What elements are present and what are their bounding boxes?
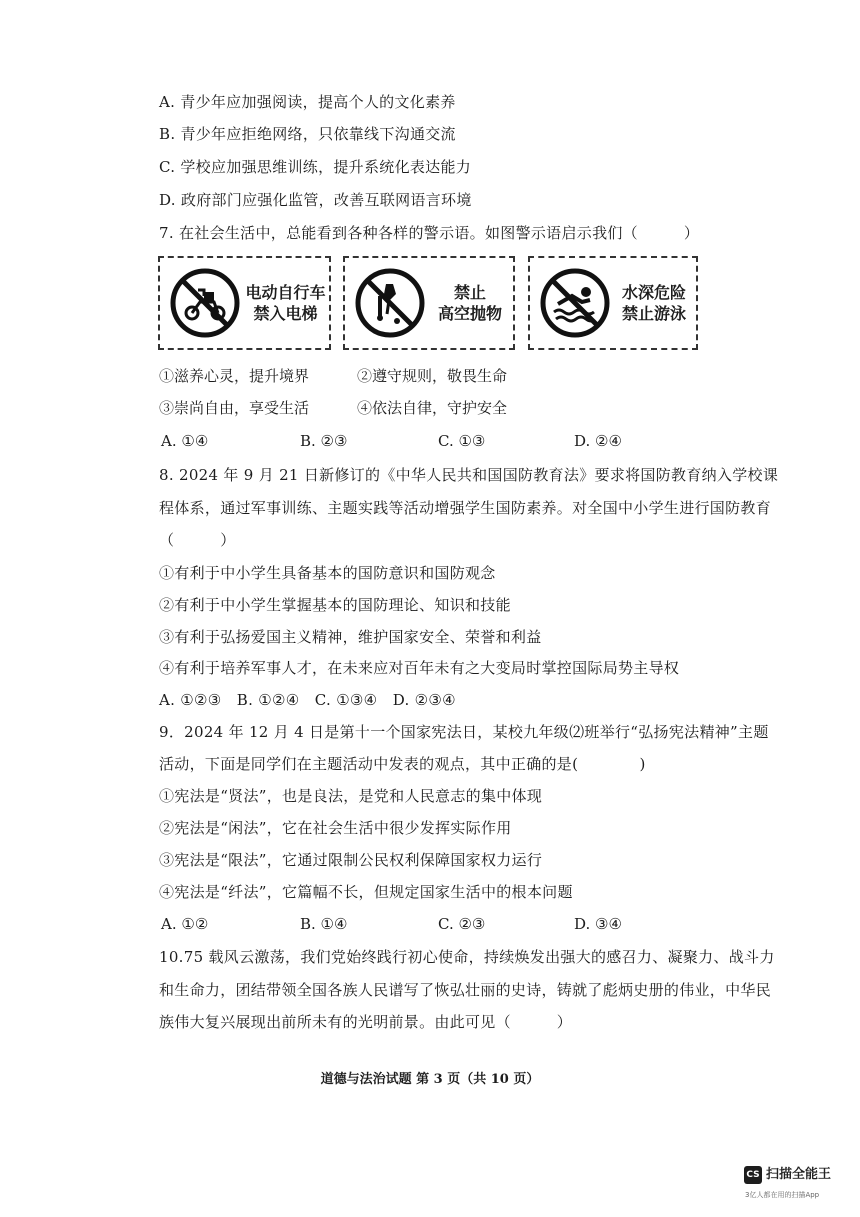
q7-statement-4: ④依法自律，守护安全: [357, 399, 508, 417]
sign-no-swimming-line1: 水深危险: [621, 283, 686, 302]
question-8-stem-line1: 8. 2024 年 9 月 21 日新修订的《中华人民共和国国防教育法》要求将国防教育纳入学校课: [159, 466, 779, 484]
q9-statement-1: ①宪法是“贤法”，也是良法，是党和人民意志的集中体现: [159, 787, 543, 805]
no-swimming-icon: [538, 266, 612, 340]
no-ebike-icon: [168, 266, 242, 340]
q7-option-c: C. ①③: [438, 432, 486, 450]
q7-option-a: A. ①④: [161, 432, 209, 450]
sign-no-ebike-line2: 禁入电梯: [253, 304, 318, 323]
sign-no-throwing: [343, 256, 515, 350]
q7-statement-3: ③崇尚自由，享受生活: [159, 399, 310, 417]
question-9-stem-line2: 活动，下面是同学们在主题活动中发表的观点，其中正确的是( ): [159, 755, 646, 773]
q9-option-a: A. ①②: [161, 915, 209, 933]
q9-statement-2: ②宪法是“闲法”，它在社会生活中很少发挥实际作用: [159, 819, 512, 837]
q7-statement-2: ②遵守规则，敬畏生命: [357, 367, 508, 385]
q8-options: A. ①②③ B. ①②④ C. ①③④ D. ②③④: [159, 691, 456, 709]
q9-statement-3: ③宪法是“限法”，它通过限制公民权利保障国家权力运行: [159, 851, 543, 869]
q9-option-b: B. ①④: [300, 915, 348, 933]
q9-option-c: C. ②③: [438, 915, 486, 933]
sign-no-throwing-line2: 高空抛物: [437, 304, 502, 323]
q8-statement-4: ④有利于培养军事人才，在未来应对百年未有之大变局时掌控国际局势主导权: [159, 659, 680, 677]
question-8-stem-line2: 程体系，通过军事训练、主题实践等活动增强学生国防素养。对全国中小学生进行国防教育: [159, 499, 772, 517]
sign-no-swimming-line2: 禁止游泳: [621, 304, 686, 323]
q8-statement-3: ③有利于弘扬爱国主义精神，维护国家安全、荣誉和利益: [159, 628, 542, 646]
question-10-stem-line3: 族伟大复兴展现出前所未有的光明前景。由此可见（ ）: [159, 1013, 573, 1031]
question-10-stem-line1: 10.75 载风云激荡，我们党始终践行初心使命，持续焕发出强大的感召力、凝聚力、战斗力: [159, 948, 775, 966]
option-c-q6: C. 学校应加强思维训练，提升系统化表达能力: [159, 158, 472, 176]
question-9-stem-line1: 9．2024 年 12 月 4 日是第十一个国家宪法日，某校九年级⑵班举行“弘扬宪法精神”主题: [159, 723, 769, 741]
no-throwing-icon: [353, 266, 427, 340]
sign-no-ebike-label: [242, 282, 329, 324]
q7-option-d: D. ②④: [574, 432, 622, 450]
q8-statement-1: ①有利于中小学生具备基本的国防意识和国防观念: [159, 564, 496, 582]
q7-statement-1: ①滋养心灵，提升境界: [159, 367, 310, 385]
question-10-stem-line2: 和生命力，团结带领全国各族人民谱写了恢弘壮丽的史诗，铸就了彪炳史册的伟业，中华民: [159, 981, 772, 999]
sign-no-ebike: [158, 256, 331, 350]
q9-option-d: D. ③④: [574, 915, 622, 933]
option-b-q6: B. 青少年应拒绝网络，只依靠线下沟通交流: [159, 125, 456, 143]
sign-no-ebike-line1: 电动自行车: [245, 283, 326, 302]
question-7-stem: 7. 在社会生活中，总能看到各种各样的警示语。如图警示语启示我们（ ）: [159, 224, 700, 242]
camscanner-brand: 扫描全能王: [766, 1167, 832, 1182]
sign-no-throwing-label: [427, 282, 513, 324]
q8-statement-2: ②有利于中小学生掌握基本的国防理论、知识和技能: [159, 596, 511, 614]
sign-no-swimming: [528, 256, 698, 350]
option-d-q6: D. 政府部门应强化监管，改善互联网语言环境: [159, 191, 472, 209]
q7-option-b: B. ②③: [300, 432, 348, 450]
option-a-q6: A. 青少年应加强阅读，提高个人的文化素养: [159, 93, 456, 111]
sign-no-throwing-line1: 禁止: [453, 283, 486, 302]
sign-no-swimming-label: [612, 282, 696, 324]
question-8-answer-blank: （ ）: [159, 531, 236, 549]
q9-statement-4: ④宪法是“纤法”，它篇幅不长，但规定国家生活中的根本问题: [159, 883, 573, 901]
page-footer: 道德与法治试题 第 3 页（共 10 页）: [320, 1072, 540, 1087]
camscanner-logo: CS: [744, 1166, 762, 1184]
camscanner-tagline: 3亿人都在用的扫描App: [745, 1191, 820, 1199]
warning-signs: [158, 256, 698, 352]
